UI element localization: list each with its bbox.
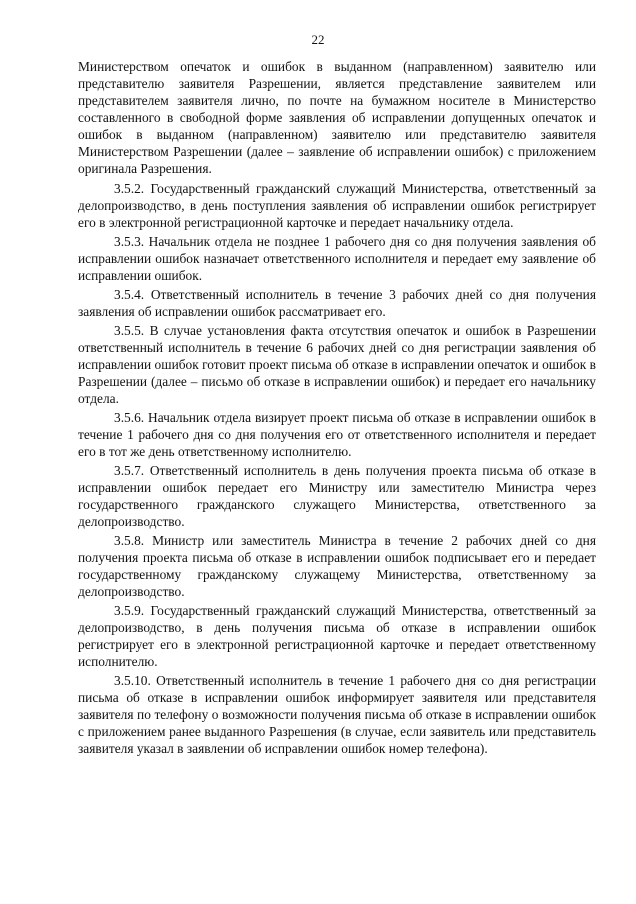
page-number: 22	[311, 32, 325, 47]
paragraph-3-5-8: 3.5.8. Министр или заместитель Министра в течение 2 рабочих дней со дня получения проекта письма об отказе в исправлении ошибок подписывает его и передает государственному гражданскому служащему Министерства, ответственному за делопроизводство.	[78, 533, 596, 599]
paragraph-3-5-4: 3.5.4. Ответственный исполнитель в течение 3 рабочих дней со дня получения заявления об исправлении ошибок рассматривает его.	[78, 287, 596, 319]
paragraph-3-5-2: 3.5.2. Государственный гражданский служащий Министерства, ответственный за делопроизводство, в день поступления заявления об исправлении ошибок регистрирует его в электронной регистрационной карточке и передает начальнику отдела.	[78, 181, 596, 230]
paragraph-3-5-7: 3.5.7. Ответственный исполнитель в день получения проекта письма об отказе в исправлении ошибок передает его Министру или заместителю Министра через государственного гражданского служащего Министерства, ответственного за делопроизводство.	[78, 463, 596, 529]
paragraph-3-5-10: 3.5.10. Ответственный исполнитель в течение 1 рабочего дня со дня регистрации письма об отказе в исправлении ошибок информирует заявителя или представителя заявителя по телефону о возможности получения письма об отказе в исправлении ошибок с приложением ранее выданного Разрешения (в случае, если заявитель или представитель заявителя указал в заявлении об исправлении ошибок номер телефона).	[78, 673, 596, 756]
paragraph-continuation: Министерством опечаток и ошибок в выданном (направленном) заявителю или представителю заявителя Разрешении, является представление заявителем или представителем заявителя лично, по почте на бумажном носителе в Министерство составленного в свободной форме заявления об исправлении допущенных опечаток и ошибок в выданном (направленном) заявителю или представителю заявителя Министерством Разрешении (далее – заявление об исправлении ошибок) с приложением оригинала Разрешения.	[78, 59, 596, 176]
paragraph-3-5-3: 3.5.3. Начальник отдела не позднее 1 рабочего дня со дня получения заявления об исправлении ошибок назначает ответственного исполнителя и передает ему заявление об исправлении ошибок.	[78, 234, 596, 283]
paragraph-3-5-6: 3.5.6. Начальник отдела визирует проект письма об отказе в исправлении ошибок в течение 1 рабочего дня со дня получения его от ответственного исполнителя и передает его в тот же день ответственному исполнителю.	[78, 410, 596, 459]
document-body	[78, 58, 596, 759]
paragraph-3-5-9: 3.5.9. Государственный гражданский служащий Министерства, ответственный за делопроизводство, в день получения письма об отказе в исправлении ошибок регистрирует его в электронной регистрационной карточке и передает ответственному исполнителю.	[78, 603, 596, 669]
paragraph-3-5-5: 3.5.5. В случае установления факта отсутствия опечаток и ошибок в Разрешении ответственный исполнитель в течение 6 рабочих дней со дня регистрации заявления об исправлении ошибок готовит проект письма об отказе в исправлении опечаток и ошибок в Разрешении (далее – письмо об отказе в исправлении ошибок) и передает его начальнику отдела.	[78, 323, 596, 406]
